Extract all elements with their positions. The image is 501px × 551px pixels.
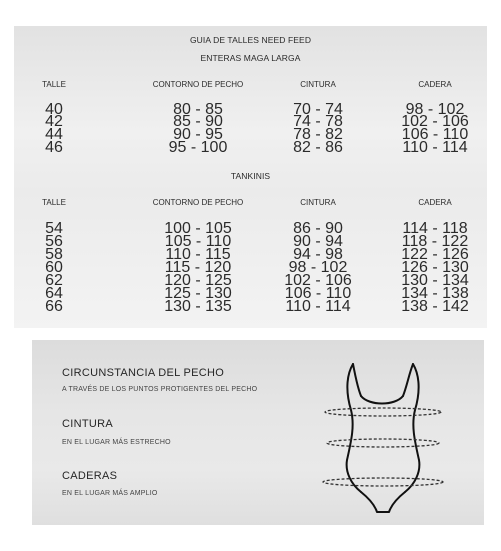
cell-cintura: 90 - 94 xyxy=(293,233,343,250)
cell-cintura: 94 - 98 xyxy=(293,246,343,263)
cell-contorno: 90 - 95 xyxy=(173,126,223,143)
cell-cintura: 74 - 78 xyxy=(293,113,343,130)
cell-talle: 64 xyxy=(45,285,63,302)
cell-cintura: 98 - 102 xyxy=(288,259,348,276)
header-contorno: CONTORNO DE PECHO xyxy=(152,198,244,207)
cell-cintura: 70 - 74 xyxy=(293,101,343,118)
chest-label: CIRCUNSTANCIA DEL PECHO xyxy=(62,367,225,379)
header-cintura: CINTURA xyxy=(300,198,336,207)
cell-talle: 66 xyxy=(45,298,63,315)
cell-cintura: 82 - 86 xyxy=(293,139,343,156)
cell-cadera: 106 - 110 xyxy=(401,126,469,143)
cell-talle: 54 xyxy=(45,220,63,237)
waist-description: EN EL LUGAR MÁS ESTRECHO xyxy=(62,439,171,446)
header-cadera: CADERA xyxy=(418,80,452,89)
swimsuit-outline-icon xyxy=(317,350,447,520)
section-title-tankinis: TANKINIS xyxy=(230,171,271,181)
section-title-enteras: ENTERAS MAGA LARGA xyxy=(200,53,301,63)
cell-contorno: 85 - 90 xyxy=(173,113,223,130)
cell-talle: 44 xyxy=(45,126,63,143)
cell-cadera: 126 - 130 xyxy=(401,259,469,276)
cell-contorno: 80 - 85 xyxy=(173,101,223,118)
table-row xyxy=(0,139,501,156)
cell-cadera: 118 - 122 xyxy=(401,233,469,250)
cell-talle: 56 xyxy=(45,233,63,250)
cell-cadera: 134 - 138 xyxy=(401,285,469,302)
cell-cadera: 102 - 106 xyxy=(401,113,469,130)
cell-cadera: 138 - 142 xyxy=(401,298,469,315)
header-talle: TALLE xyxy=(42,80,66,89)
cell-contorno: 100 - 105 xyxy=(164,220,232,237)
cell-cadera: 130 - 134 xyxy=(401,272,469,289)
cell-cintura: 102 - 106 xyxy=(284,272,352,289)
cell-talle: 58 xyxy=(45,246,63,263)
cell-cadera: 114 - 118 xyxy=(402,220,468,237)
cell-cintura: 106 - 110 xyxy=(284,285,352,302)
table-header xyxy=(0,79,501,90)
cell-contorno: 120 - 125 xyxy=(164,272,232,289)
table-row xyxy=(0,298,501,315)
waist-label: CINTURA xyxy=(62,418,113,430)
hip-description: EN EL LUGAR MÁS AMPLIO xyxy=(62,490,158,497)
cell-talle: 40 xyxy=(45,101,63,118)
cell-cadera: 98 - 102 xyxy=(405,101,465,118)
cell-contorno: 110 - 115 xyxy=(165,246,231,263)
cell-talle: 60 xyxy=(45,259,63,276)
cell-talle: 42 xyxy=(45,113,63,130)
cell-cintura: 78 - 82 xyxy=(293,126,343,143)
header-contorno: CONTORNO DE PECHO xyxy=(152,80,244,89)
cell-contorno: 115 - 120 xyxy=(164,259,232,276)
cell-cintura: 86 - 90 xyxy=(293,220,343,237)
table-header xyxy=(0,197,501,208)
hip-label: CADERAS xyxy=(62,470,118,482)
cell-cintura: 110 - 114 xyxy=(285,298,351,315)
chest-description: A TRAVÉS DE LOS PUNTOS PROTIGENTES DEL PECHO xyxy=(62,386,258,393)
cell-talle: 46 xyxy=(45,139,63,156)
cell-cadera: 110 - 114 xyxy=(402,139,468,156)
header-cintura: CINTURA xyxy=(300,80,336,89)
cell-cadera: 122 - 126 xyxy=(401,246,469,263)
header-talle: TALLE xyxy=(42,198,66,207)
cell-contorno: 105 - 110 xyxy=(164,233,232,250)
cell-contorno: 125 - 130 xyxy=(164,285,232,302)
cell-contorno: 130 - 135 xyxy=(164,298,232,315)
header-cadera: CADERA xyxy=(418,198,452,207)
cell-contorno: 95 - 100 xyxy=(168,139,228,156)
measurement-guide-panel xyxy=(32,340,484,525)
guide-title: GUIA DE TALLES NEED FEED xyxy=(189,35,312,45)
cell-talle: 62 xyxy=(45,272,63,289)
